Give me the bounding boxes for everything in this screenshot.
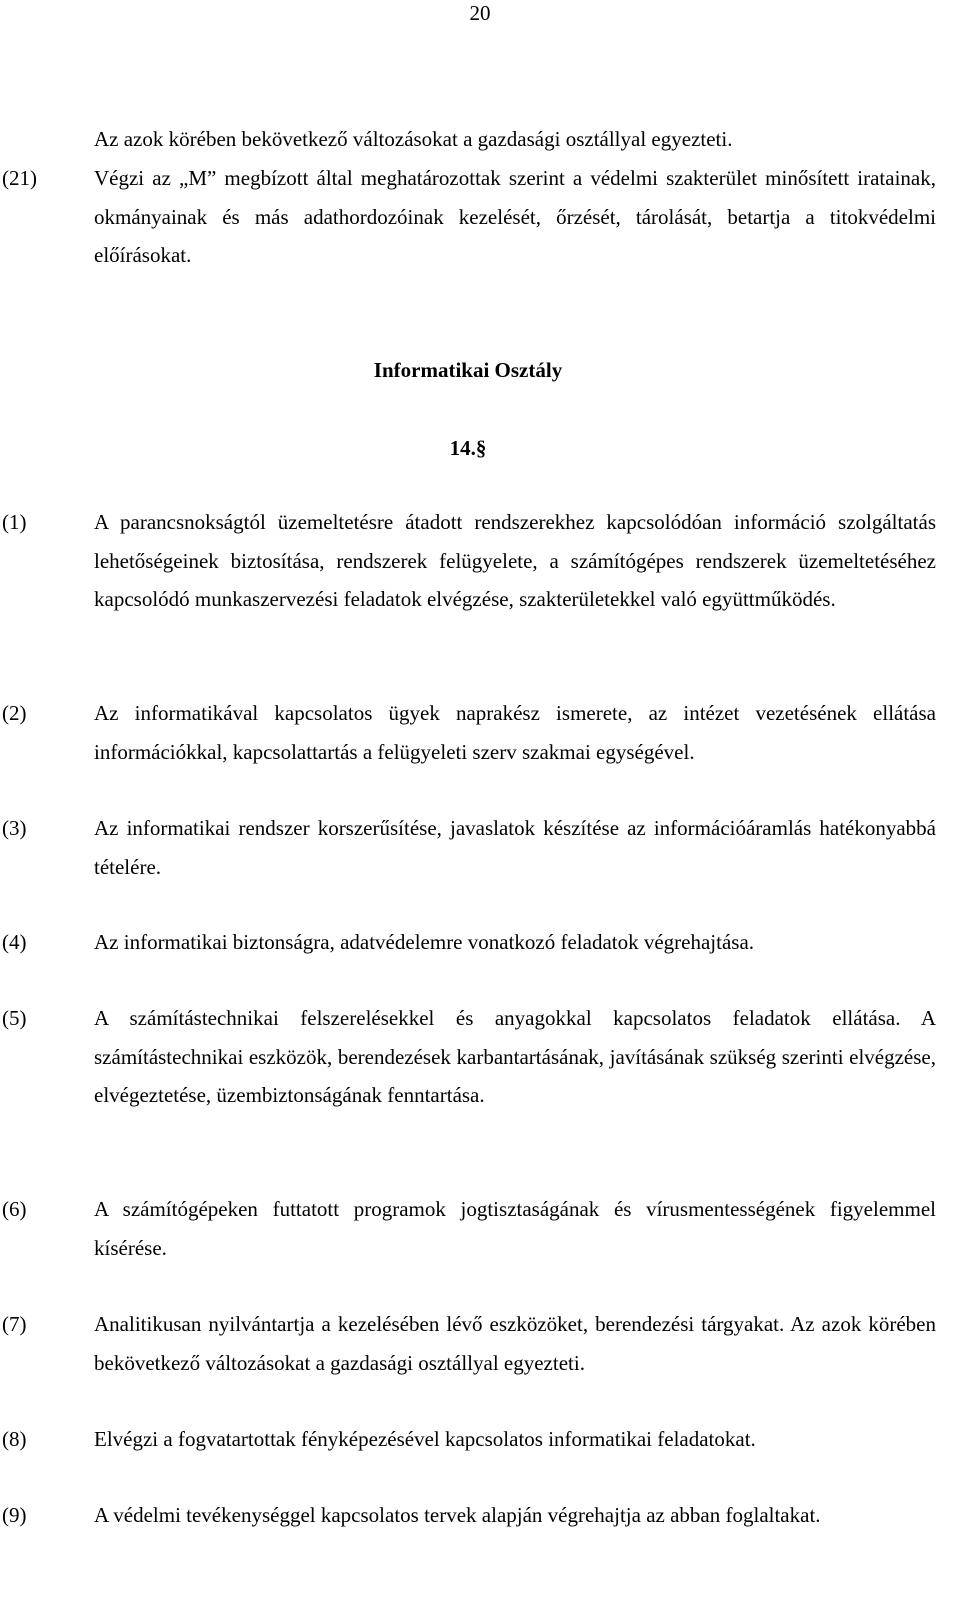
item-number: (2) [2, 701, 27, 725]
paragraph-mark: 14.§ [449, 436, 487, 460]
item-number: (5) [2, 1006, 27, 1030]
item-text: Végzi az „M” megbízott által meghatározottak szerint a védelmi szakterület minősített iratainak, okmányainak és más adathordozóinak kezelését, őrzését, tárolását, betartja a titokvédelmi előírásokat. [94, 166, 936, 267]
section-title: Informatikai Osztály [373, 358, 563, 382]
item-text: Elvégzi a fogvatartottak fényképezésével kapcsolatos informatikai feladatokat. [94, 1427, 756, 1451]
item-number: (3) [2, 816, 27, 840]
item-text: A védelmi tevékenységgel kapcsolatos tervek alapján végrehajtja az abban foglaltakat. [94, 1503, 821, 1527]
item-number: (1) [2, 510, 27, 534]
item-number: (9) [2, 1503, 27, 1527]
item-number: (21) [2, 166, 37, 190]
item-number: (6) [2, 1197, 27, 1221]
paragraph-text: Az azok körében bekövetkező változásokat a gazdasági osztállyal egyezteti. [94, 127, 733, 151]
item-text: Az informatikai biztonságra, adatvédelemre vonatkozó feladatok végrehajtása. [94, 930, 755, 954]
item-number: (8) [2, 1427, 27, 1451]
item-text: Analitikusan nyilvántartja a kezelésében lévő eszközöket, berendezési tárgyakat. Az azok körében bekövetkező változásokat a gazdasági osztállyal egyezteti. [94, 1312, 936, 1375]
item-text: Az informatikával kapcsolatos ügyek naprakész ismerete, az intézet vezetésének ellátása információkkal, kapcsolattartás a felügyeleti szerv szakmai egységével. [94, 701, 936, 764]
page-number: 20 [469, 1, 491, 25]
item-text: A számítástechnikai felszerelésekkel és anyagokkal kapcsolatos feladatok ellátása. A számítástechnikai eszközök, berendezések karbantartásának, javításának szükség szerinti elvégzése, elvégeztetése, üzembiztonságának fenntartása. [94, 1006, 936, 1107]
item-text: A parancsnokságtól üzemeltetésre átadott rendszerekhez kapcsolódóan információ szolgáltatás lehetőségeinek biztosítása, rendszerek felügyelete, a számítógépes rendszerek üzemeltetéséhez kapcsolódó munkaszervezési feladatok elvégzése, szakterületekkel való együttműködés. [94, 510, 936, 611]
item-text: A számítógépeken futtatott programok jogtisztaságának és vírusmentességének figyelemmel kísérése. [94, 1197, 936, 1260]
item-number: (7) [2, 1312, 27, 1336]
item-text: Az informatikai rendszer korszerűsítése, javaslatok készítése az információáramlás hatékonyabbá tételére. [94, 816, 936, 879]
item-number: (4) [2, 930, 27, 954]
